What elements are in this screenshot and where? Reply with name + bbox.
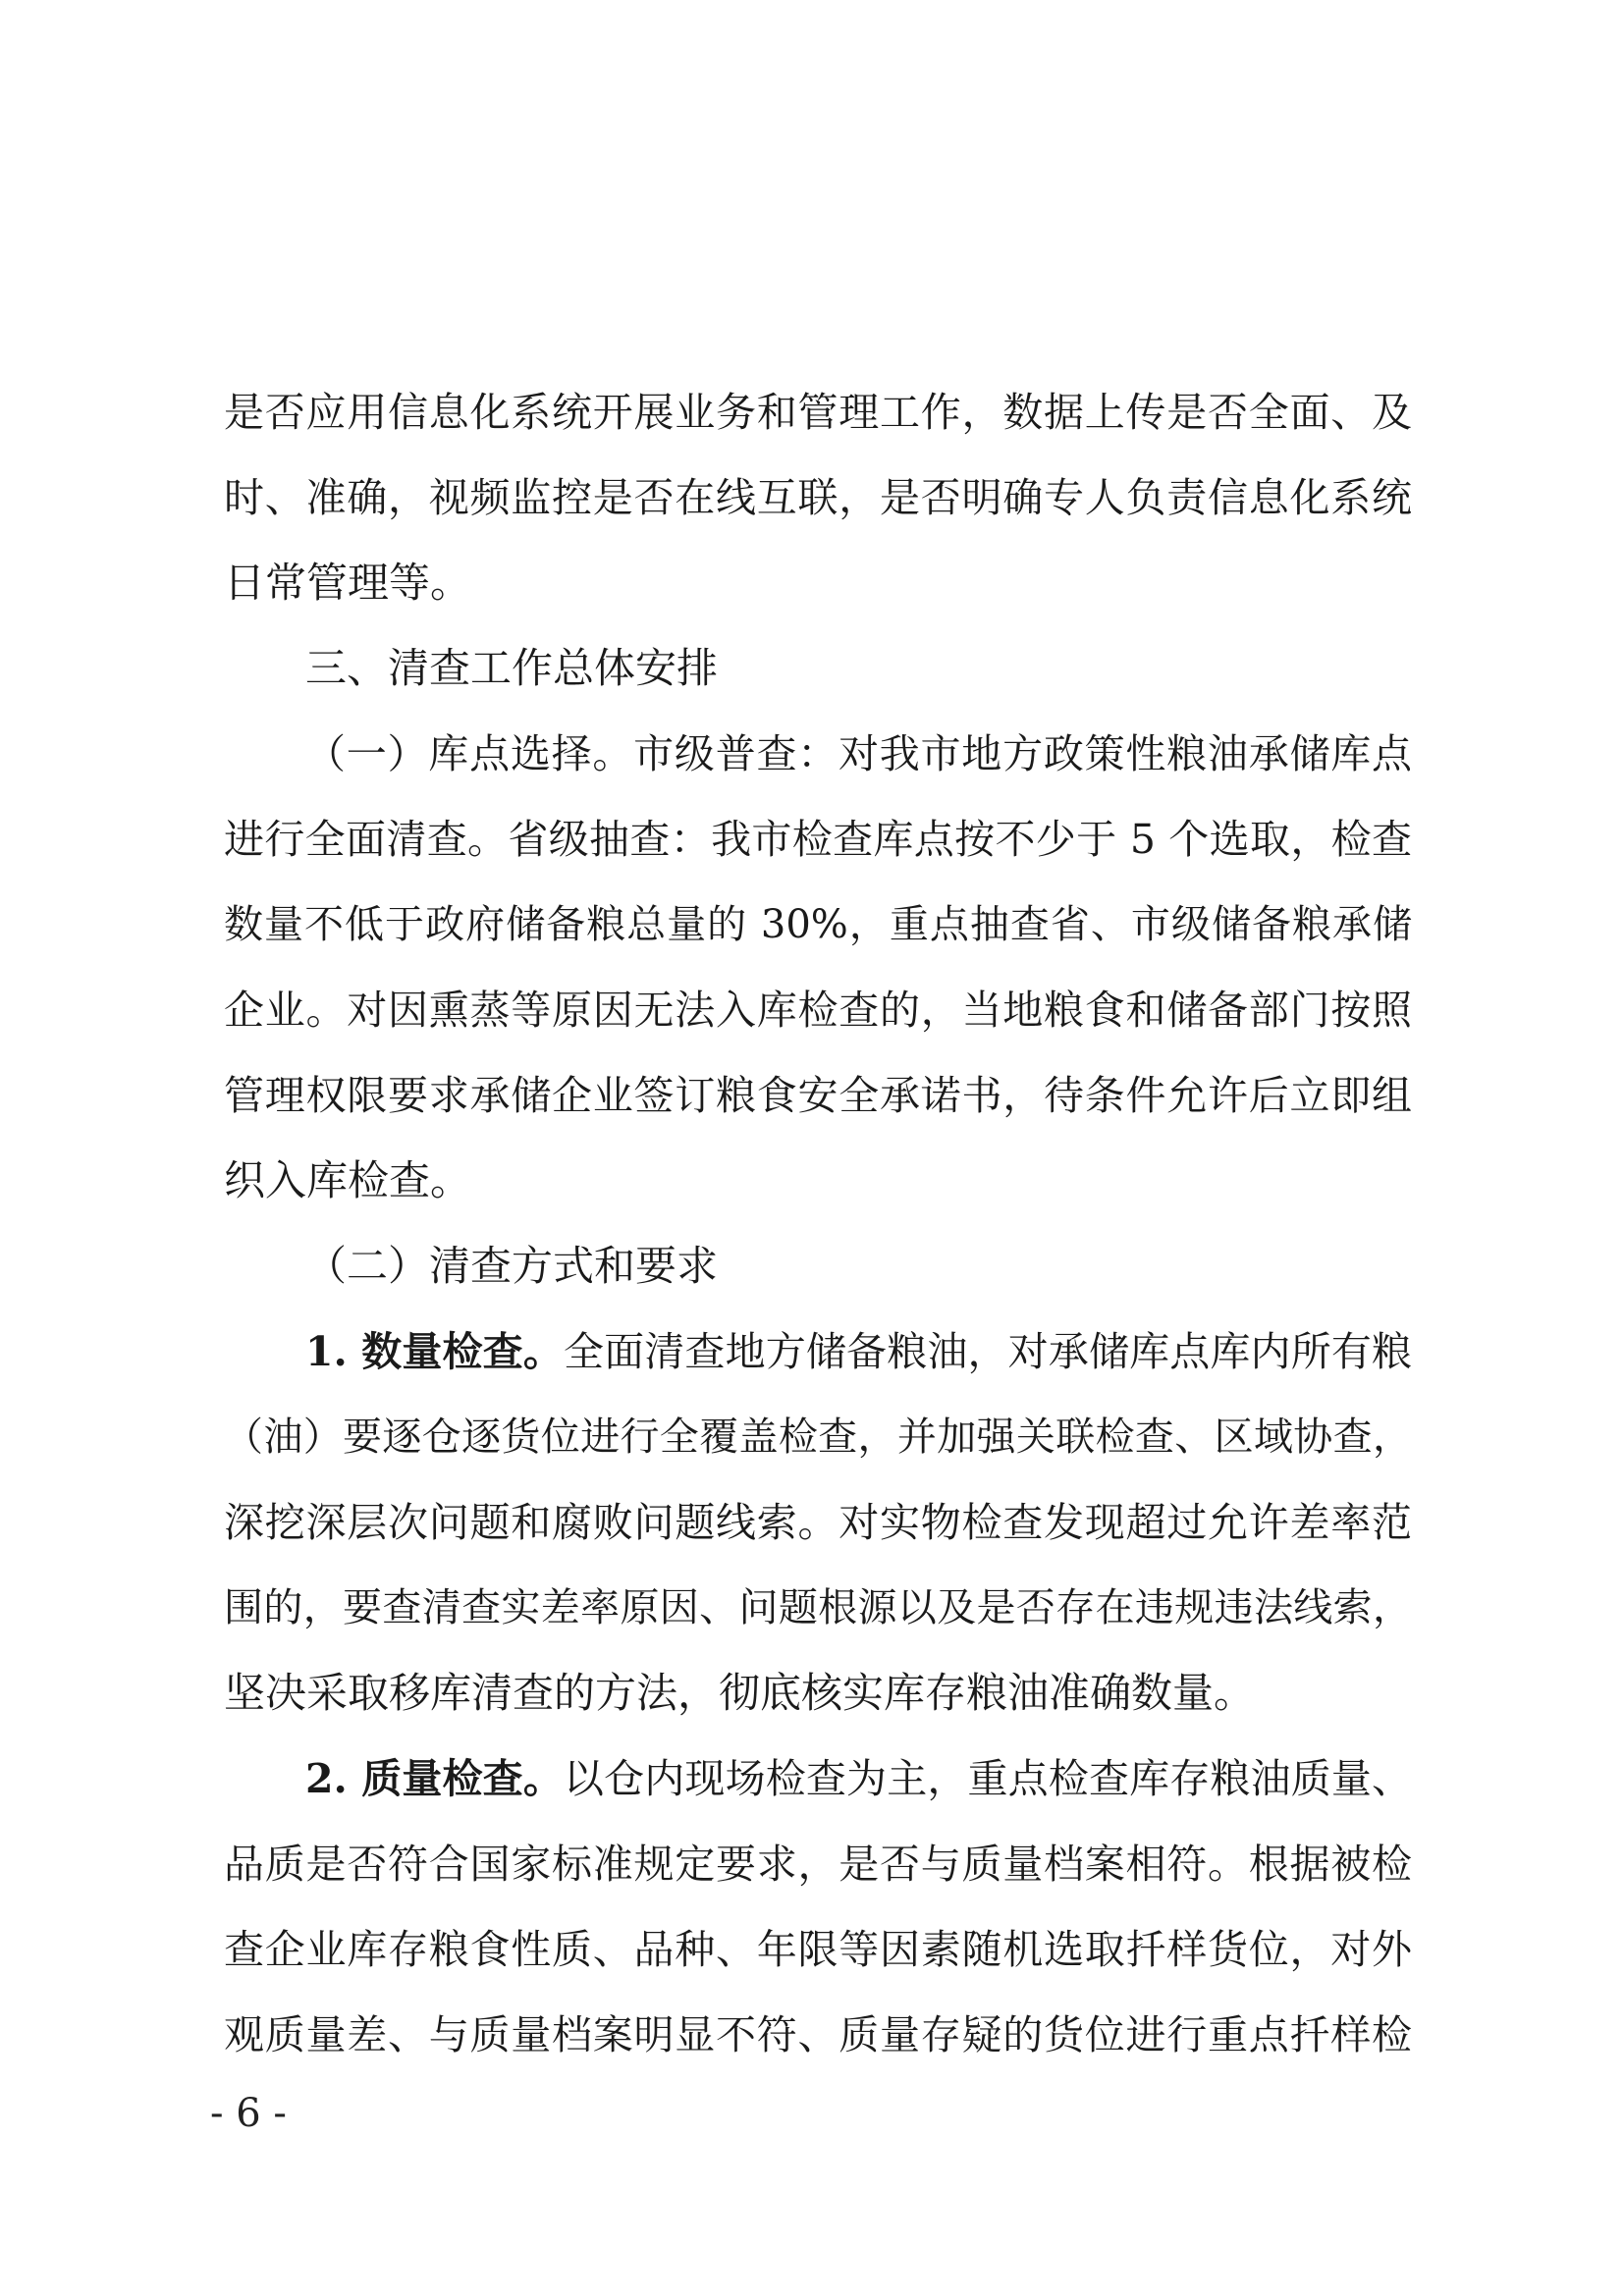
item-text: 以仓内现场检查为主，重点检查库存粮油质量、: [563, 1755, 1412, 1802]
item-text: 全面清查地方储备粮油，对承储库点库内所有粮: [563, 1328, 1412, 1375]
item-title: 2. 质量检查。: [305, 1755, 564, 1802]
paragraph-line: 日常管理等。: [224, 559, 472, 607]
paragraph-line: 深挖深层次问题和腐败问题线索。对实物检查发现超过允许差率范: [224, 1499, 1412, 1546]
paragraph-line: （一）库点选择。市级普查：对我市地方政策性粮油承储库点: [305, 730, 1412, 777]
page-number: - 6 -: [210, 2091, 287, 2136]
paragraph-line: 管理权限要求承储企业签订粮食安全承诺书，待条件允许后立即组: [224, 1072, 1412, 1119]
paragraph-line: 是否应用信息化系统开展业务和管理工作，数据上传是否全面、及: [224, 389, 1412, 436]
paragraph-line: 数量不低于政府储备粮总量的 30%，重点抽查省、市级储备粮承储: [224, 902, 1412, 947]
paragraph-line: 观质量差、与质量档案明显不符、质量存疑的货位进行重点扦样检: [224, 2011, 1412, 2058]
item-first-line: [305, 1324, 1412, 1379]
paragraph-line: 进行全面清查。省级抽查：我市检查库点按不少于 5 个选取，检查: [224, 816, 1412, 863]
paragraph-line: 坚决采取移库清查的方法，彻底核实库存粮油准确数量。: [224, 1669, 1256, 1717]
item-title: 1. 数量检查。: [305, 1328, 564, 1375]
paragraph-line: 品质是否符合国家标准规定要求，是否与质量档案相符。根据被检: [224, 1841, 1412, 1888]
paragraph-line: 围的，要查清查实差率原因、问题根源以及是否存在违规违法线索，: [224, 1585, 1412, 1630]
subsection-heading: （二）清查方式和要求: [305, 1242, 719, 1290]
paragraph-line: （油）要逐仓逐货位进行全覆盖检查，并加强关联检查、区域协查，: [224, 1415, 1412, 1460]
paragraph-line: 企业。对因熏蒸等原因无法入库检查的，当地粮食和储备部门按照: [224, 987, 1412, 1034]
paragraph-line: 织入库检查。: [224, 1156, 472, 1204]
item-first-line: [305, 1751, 1412, 1806]
paragraph-line: 查企业库存粮食性质、品种、年限等因素随机选取扦样货位，对外: [224, 1926, 1412, 1973]
section-heading: 三、清查工作总体安排: [305, 644, 719, 692]
paragraph-line: 时、准确，视频监控是否在线互联，是否明确专人负责信息化系统: [224, 474, 1412, 521]
